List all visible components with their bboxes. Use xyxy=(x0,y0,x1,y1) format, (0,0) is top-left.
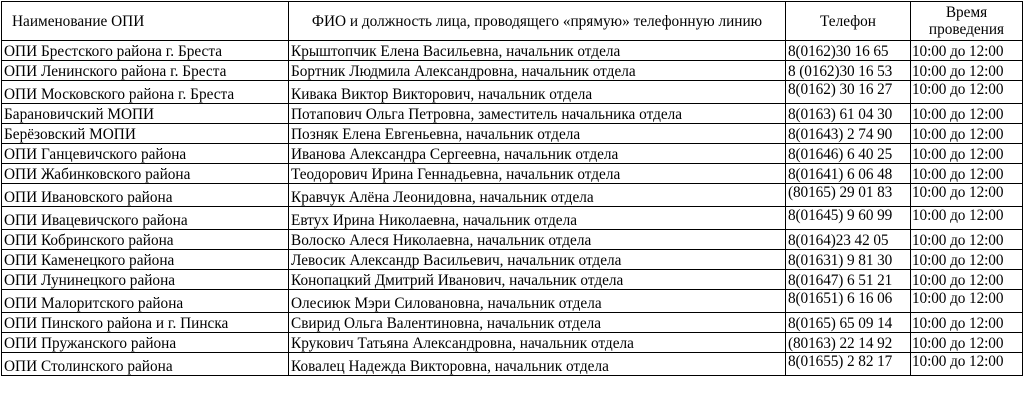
cell-name: ОПИ Ивановского района xyxy=(2,184,289,207)
cell-name: ОПИ Лунинецкого района xyxy=(2,270,289,290)
cell-name: ОПИ Каменецкого района xyxy=(2,250,289,270)
cell-name: ОПИ Брестского района г. Бреста xyxy=(2,41,289,61)
cell-person: Потапович Ольга Петровна, заместитель начальника отдела xyxy=(289,104,786,124)
cell-time: 10:00 до 12:00 xyxy=(911,250,1023,270)
cell-time: 10:00 до 12:00 xyxy=(911,144,1023,164)
table-row xyxy=(2,184,1023,207)
cell-name: ОПИ Пинского района и г. Пинска xyxy=(2,313,289,333)
cell-person: Свирид Ольга Валентиновна, начальник отдела xyxy=(289,313,786,333)
cell-person: Кравчук Алёна Леонидовна, начальник отдела xyxy=(289,184,786,207)
table-row xyxy=(2,124,1023,144)
cell-time: 10:00 до 12:00 xyxy=(911,313,1023,333)
cell-person: Бортник Людмила Александровна, начальник отдела xyxy=(289,61,786,81)
table-row xyxy=(2,81,1023,104)
cell-person: Кивака Виктор Викторович, начальник отдела xyxy=(289,81,786,104)
cell-phone: (80163) 22 14 92 xyxy=(786,333,911,353)
cell-time: 10:00 до 12:00 xyxy=(911,230,1023,250)
cell-phone: 8(01641) 6 06 48 xyxy=(786,164,911,184)
cell-person: Ковалец Надежда Викторовна, начальник отдела xyxy=(289,353,786,376)
cell-name: ОПИ Малоритского района xyxy=(2,290,289,313)
table-row xyxy=(2,270,1023,290)
header-person: ФИО и должность лица, проводящего «прямую» телефонную линию xyxy=(289,2,786,41)
table-row xyxy=(2,104,1023,124)
table-row xyxy=(2,313,1023,333)
cell-time: 10:00 до 12:00 xyxy=(911,207,1023,230)
cell-name: ОПИ Пружанского района xyxy=(2,333,289,353)
cell-time: 10:00 до 12:00 xyxy=(911,104,1023,124)
table-row xyxy=(2,207,1023,230)
cell-time: 10:00 до 12:00 xyxy=(911,61,1023,81)
cell-time: 10:00 до 12:00 xyxy=(911,164,1023,184)
header-phone: Телефон xyxy=(786,2,911,41)
cell-phone: 8(01645) 9 60 99 xyxy=(786,207,911,230)
cell-name: ОПИ Московского района г. Бреста xyxy=(2,81,289,104)
cell-name: Берёзовский МОПИ xyxy=(2,124,289,144)
cell-phone: 8(01655) 2 82 17 xyxy=(786,353,911,376)
cell-name: ОПИ Ивацевичского района xyxy=(2,207,289,230)
header-name: Наименование ОПИ xyxy=(2,2,289,41)
cell-phone: (80165) 29 01 83 xyxy=(786,184,911,207)
cell-phone: 8(01646) 6 40 25 xyxy=(786,144,911,164)
cell-time: 10:00 до 12:00 xyxy=(911,353,1023,376)
table-header xyxy=(2,2,1023,41)
cell-phone: 8 (0162)30 16 53 xyxy=(786,61,911,81)
table-row xyxy=(2,250,1023,270)
cell-time: 10:00 до 12:00 xyxy=(911,333,1023,353)
cell-time: 10:00 до 12:00 xyxy=(911,41,1023,61)
table-row xyxy=(2,164,1023,184)
table-row xyxy=(2,353,1023,376)
table-row xyxy=(2,333,1023,353)
cell-phone: 8(0163) 61 04 30 xyxy=(786,104,911,124)
cell-person: Олесиюк Мэри Силовановна, начальник отдела xyxy=(289,290,786,313)
cell-phone: 8(01631) 9 81 30 xyxy=(786,250,911,270)
table-body xyxy=(2,41,1023,376)
cell-name: ОПИ Ленинского района г. Бреста xyxy=(2,61,289,81)
cell-person: Иванова Александра Сергеевна, начальник отдела xyxy=(289,144,786,164)
header-time: Время проведения xyxy=(911,2,1023,41)
cell-time: 10:00 до 12:00 xyxy=(911,270,1023,290)
table-row xyxy=(2,41,1023,61)
cell-phone: 8(0162) 30 16 27 xyxy=(786,81,911,104)
cell-phone: 8(01651) 6 16 06 xyxy=(786,290,911,313)
cell-time: 10:00 до 12:00 xyxy=(911,81,1023,104)
cell-name: ОПИ Жабинковского района xyxy=(2,164,289,184)
cell-person: Крукович Татьяна Александровна, начальник отдела xyxy=(289,333,786,353)
table-row xyxy=(2,144,1023,164)
cell-person: Левосик Александр Васильевич, начальник отдела xyxy=(289,250,786,270)
cell-name: Барановичский МОПИ xyxy=(2,104,289,124)
cell-person: Теодорович Ирина Геннадьевна, начальник отдела xyxy=(289,164,786,184)
cell-time: 10:00 до 12:00 xyxy=(911,290,1023,313)
table-row xyxy=(2,230,1023,250)
cell-person: Волоско Алеся Николаевна, начальник отдела xyxy=(289,230,786,250)
cell-time: 10:00 до 12:00 xyxy=(911,184,1023,207)
cell-phone: 8(0165) 65 09 14 xyxy=(786,313,911,333)
cell-name: ОПИ Кобринского района xyxy=(2,230,289,250)
cell-name: ОПИ Ганцевичского района xyxy=(2,144,289,164)
cell-phone: 8(0164)23 42 05 xyxy=(786,230,911,250)
cell-phone: 8(01643) 2 74 90 xyxy=(786,124,911,144)
cell-name: ОПИ Столинского района xyxy=(2,353,289,376)
table-row xyxy=(2,290,1023,313)
cell-time: 10:00 до 12:00 xyxy=(911,124,1023,144)
table-row xyxy=(2,61,1023,81)
cell-person: Позняк Елена Евгеньевна, начальник отдела xyxy=(289,124,786,144)
cell-phone: 8(0162)30 16 65 xyxy=(786,41,911,61)
cell-person: Конопацкий Дмитрий Иванович, начальник отдела xyxy=(289,270,786,290)
hotline-schedule-table xyxy=(1,1,1023,376)
cell-person: Евтух Ирина Николаевна, начальник отдела xyxy=(289,207,786,230)
cell-phone: 8(01647) 6 51 21 xyxy=(786,270,911,290)
header-row xyxy=(2,2,1023,41)
cell-person: Крыштопчик Елена Васильевна, начальник отдела xyxy=(289,41,786,61)
